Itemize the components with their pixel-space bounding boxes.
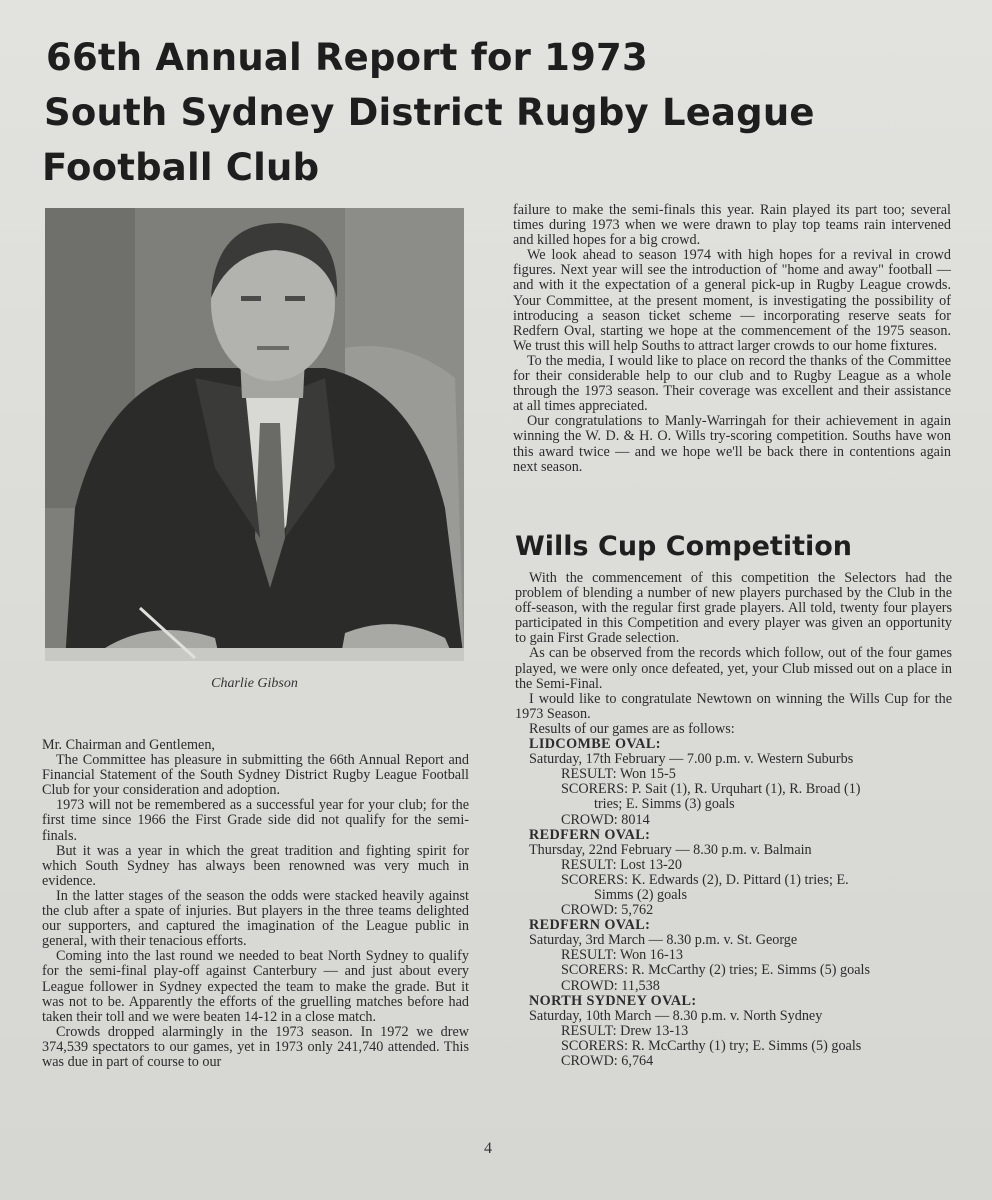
section-heading: Wills Cup Competition xyxy=(515,531,853,562)
game-date: Saturday, 3rd March — 8.30 p.m. v. St. George xyxy=(529,932,798,949)
game-crowd: CROWD: 11,538 xyxy=(561,977,660,994)
game-scorers: SCORERS: P. Sait (1), R. Urquhart (1), R. Broad (1) xyxy=(561,781,861,798)
game-scorers: SCORERS: R. McCarthy (2) tries; E. Simms (5) goals xyxy=(561,962,870,979)
paragraph: With the commencement of this competition the Selectors had the problem of blending a number of new players purchased by the Club in the off-season, with the regular first grade players. All told, twenty four players participated in this Competition and every player was given an opportunity to gain First Grade selection. xyxy=(515,570,952,647)
photo-caption: Charlie Gibson xyxy=(211,676,298,691)
paragraph: failure to make the semi-finals this year. Rain played its part too; several times during 1973 when we were drawn to play top teams rain intervened and killed hopes for a big crowd. xyxy=(513,202,951,249)
venue-heading: LIDCOMBE OVAL: xyxy=(529,736,661,753)
paragraph: Results of our games are as follows: xyxy=(529,720,735,737)
portrait-photo xyxy=(45,208,464,661)
game-crowd: CROWD: 6,764 xyxy=(561,1053,654,1069)
left-column-text xyxy=(42,738,469,1070)
game-scorers-cont: tries; E. Simms (3) goals xyxy=(594,796,735,813)
game-result: RESULT: Drew 13-13 xyxy=(561,1022,689,1039)
paragraph: We look ahead to season 1974 with high hopes for a revival in crowd figures. Next year will see the introduction of "home and away" football — and with it the expectation of a general pick-up in Rugby League crowds. Your Committee, at the present moment, is investigating the possibility of introducing a season ticket scheme — incorporating reserve seats for Redfern Oval, starting we hope at the commencement of the 1975 season. We trust this will help Souths to attract larger crowds to our home fixtures. xyxy=(513,247,951,354)
paragraph: To the media, I would like to place on record the thanks of the Committee for their considerable help to our club and to Rugby League as a whole through the 1973 season. Their coverage was excellent and their assistance at all times appreciated. xyxy=(513,352,951,415)
venue-heading: REDFERN OVAL: xyxy=(529,826,651,843)
wills-cup-section xyxy=(515,571,952,1069)
title-line-3: Football Club xyxy=(42,146,320,189)
game-date: Saturday, 17th February — 7.00 p.m. v. Western Suburbs xyxy=(529,751,854,768)
salutation: Mr. Chairman and Gentlemen, xyxy=(42,737,215,753)
game-result: RESULT: Won 15-5 xyxy=(561,766,676,783)
game-scorers-cont: Simms (2) goals xyxy=(594,886,688,903)
game-result: RESULT: Lost 13-20 xyxy=(561,856,682,873)
venue-heading: REDFERN OVAL: xyxy=(529,917,651,934)
paragraph: Our congratulations to Manly-Warringah for their achievement in again winning the W. D. & H. O. Wills try-scoring competition. Souths have won this award twice — and we hope we'll be back there in contentions again next season. xyxy=(513,413,951,475)
right-column-text xyxy=(513,203,951,475)
game-date: Thursday, 22nd February — 8.30 p.m. v. Balmain xyxy=(529,841,812,858)
game-scorers: SCORERS: K. Edwards (2), D. Pittard (1) tries; E. xyxy=(561,871,849,888)
report-title xyxy=(42,30,842,195)
paragraph: Coming into the last round we needed to beat North Sydney to qualify for the semi-final play-off against Canterbury — and just about every League follower in Sydney expected the team to make the grade. But it was not to be. Apparently the efforts of the gruelling matches before had taken their toll and we were beaten 14-12 in a close match. xyxy=(42,948,469,1025)
paragraph: But it was a year in which the great tradition and fighting spirit for which South Sydney has always been renowned was very much in evidence. xyxy=(42,842,469,889)
title-line-2: South Sydney District Rugby League xyxy=(44,91,815,134)
paragraph: The Committee has pleasure in submitting the 66th Annual Report and Financial Statement of the South Sydney District Rugby League Football Club for your consideration and adoption. xyxy=(42,752,469,799)
paragraph: In the latter stages of the season the odds were stacked heavily against the club after a spate of injuries. But players in the three teams delighted our supporters, and captured the imagination of the League public in general, with their tenacious efforts. xyxy=(42,887,469,950)
venue-heading: NORTH SYDNEY OVAL: xyxy=(529,992,697,1009)
game-result: RESULT: Won 16-13 xyxy=(561,947,683,964)
title-line-1: 66th Annual Report for 1973 xyxy=(46,36,648,79)
paragraph: Crowds dropped alarmingly in the 1973 season. In 1972 we drew 374,539 spectators to our games, yet in 1973 only 241,740 attended. This was due in part of course to our xyxy=(42,1023,469,1070)
game-crowd: CROWD: 5,762 xyxy=(561,902,654,919)
game-scorers: SCORERS: R. McCarthy (1) try; E. Simms (5) goals xyxy=(561,1037,862,1054)
game-date: Saturday, 10th March — 8.30 p.m. v. North Sydney xyxy=(529,1007,823,1024)
paragraph: As can be observed from the records which follow, out of the four games played, we were only once defeated, yet, your Club missed out on a place in the Semi-Final. xyxy=(515,645,952,692)
page-number: 4 xyxy=(484,1140,492,1157)
paragraph: 1973 will not be remembered as a successful year for your club; for the first time since 1966 the First Grade side did not qualify for the semi-finals. xyxy=(42,797,469,844)
paragraph: I would like to congratulate Newtown on winning the Wills Cup for the 1973 Season. xyxy=(515,690,952,722)
game-crowd: CROWD: 8014 xyxy=(561,811,650,828)
